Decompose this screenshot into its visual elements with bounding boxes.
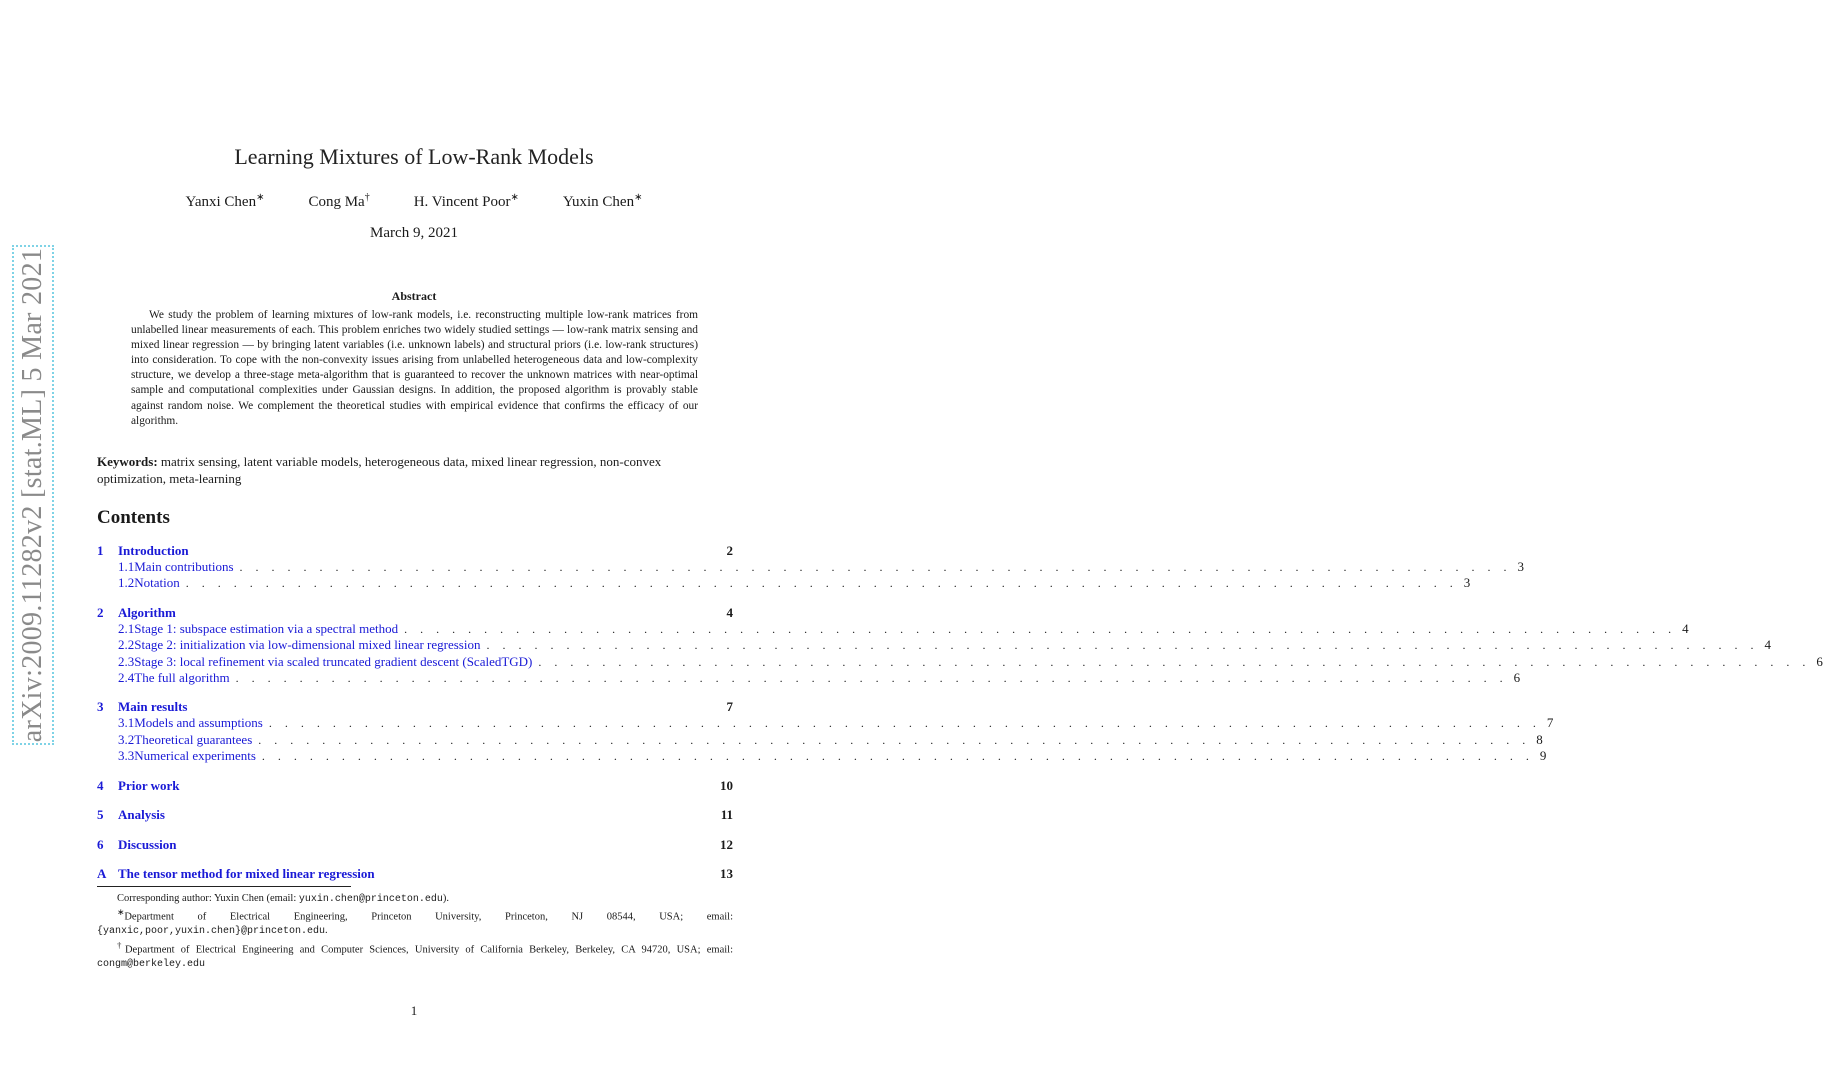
toc-subsection[interactable] (97, 715, 1554, 731)
toc-leader-dots: . . . . . . . . . . . . . . . . . . . . . . . . . . . . . . . . . . . . . . . . . . . . . . . . . . . . . . . . . . . . . . . . . . . . . . . . . . . . . . . . (185, 576, 1458, 590)
toc-page-number: 11 (720, 807, 733, 822)
toc-page-number: 8 (1536, 732, 1543, 747)
toc-page-number: 3 (1463, 575, 1471, 590)
email-link[interactable]: yuxin.chen@princeton.edu (298, 894, 443, 905)
footnote-rule (97, 886, 351, 887)
toc-page-number: 4 (1764, 637, 1771, 652)
toc-page-number: 3 (1517, 559, 1525, 574)
toc-number[interactable]: 2.3 (118, 654, 135, 669)
abstract-body: We study the problem of learning mixtures of low-rank models, i.e. reconstructing multiple low-rank matrices from unlabelled linear measurements of each. This problem enriches two widely studied settings — low-rank matrix sensing and mixed linear regression — by bringing latent variables (i.e. unknown labels) and structural priors (i.e. low-rank structures) into consideration. To cope with the non-convexity issues arising from unlabelled heterogeneous data and low-complexity structure, we develop a three-stage meta-algorithm that is guaranteed to recover the unknown matrices with near-optimal sample and computational complexities under Gaussian designs. In addition, the proposed algorithm is provably stable against random noise. We complement the theoretical studies with empirical evidence that confirms the efficacy of our algorithm. (131, 309, 698, 427)
toc-section[interactable] (97, 866, 733, 882)
toc-section[interactable] (97, 807, 733, 823)
toc-leader-dots: . . . . . . . . . . . . . . . . . . . . . . . . . . . . . . . . . . . . . . . . . . . . . . . . . . . . . . . . . . . . . . . . . . . . . . . . . . . . . . . . (261, 749, 1534, 763)
toc-number[interactable]: 2.2 (118, 637, 135, 652)
toc-link[interactable]: Numerical experiments (134, 748, 256, 763)
contents-heading: Contents (97, 507, 170, 528)
toc-number[interactable]: 5 (97, 807, 104, 822)
paper-title: Learning Mixtures of Low-Rank Models (234, 144, 594, 169)
toc-leader-dots: . . . . . . . . . . . . . . . . . . . . . . . . . . . . . . . . . . . . . . . . . . . . . . . . . . . . . . . . . . . . . . . . . . . . . . . . . . . . . . . . (538, 655, 1811, 669)
toc-section[interactable] (97, 543, 733, 559)
keywords (97, 453, 733, 487)
toc-number[interactable]: 3.3 (118, 748, 135, 763)
toc-leader-dots: . . . . . . . . . . . . . . . . . . . . . . . . . . . . . . . . . . . . . . . . . . . . . . . . . . . . . . . . . . . . . . . . . . . . . . . . . . . . . . . . (486, 638, 1759, 652)
toc-subsection[interactable] (97, 621, 1689, 637)
toc-leader-dots: . . . . . . . . . . . . . . . . . . . . . . . . . . . . . . . . . . . . . . . . . . . . . . . . . . . . . . . . . . . . . . . . . . . . . . . . . . . . . . . . (258, 733, 1531, 747)
toc-page-number: 12 (720, 837, 733, 852)
author: Cong Ma† (308, 192, 370, 210)
toc-page-number: 6 (1513, 670, 1521, 685)
toc-leader-dots: . . . . . . . . . . . . . . . . . . . . . . . . . . . . . . . . . . . . . . . . . . . . . . . . . . . . . . . . . . . . . . . . . . . . . . . . . . . . . . . . (404, 622, 1677, 636)
toc-link[interactable]: Prior work (118, 778, 180, 793)
toc-section[interactable] (97, 699, 733, 715)
toc-subsection[interactable] (97, 575, 1471, 591)
arxiv-stamp (12, 245, 54, 745)
toc-number[interactable]: 4 (97, 778, 104, 793)
toc-number[interactable]: 1.1 (118, 559, 135, 574)
toc-subsection[interactable] (97, 654, 1823, 670)
toc-number[interactable]: A (97, 866, 107, 881)
toc-link[interactable]: Stage 1: subspace estimation via a spectral method (134, 621, 399, 636)
toc-leader-dots: . . . . . . . . . . . . . . . . . . . . . . . . . . . . . . . . . . . . . . . . . . . . . . . . . . . . . . . . . . . . . . . . . . . . . . . . . . . . . . . . (235, 671, 1508, 685)
keywords-text: matrix sensing, latent variable models, heterogeneous data, mixed linear regression, non-convex optimization, meta-learning (97, 454, 662, 486)
toc-link[interactable]: Notation (134, 575, 180, 590)
toc-section[interactable] (97, 778, 733, 794)
toc-link[interactable]: The full algorithm (134, 670, 230, 685)
toc-link[interactable]: Main contributions (134, 559, 234, 574)
toc-link[interactable]: The tensor method for mixed linear regression (118, 866, 375, 881)
author: Yanxi Chen∗ (185, 192, 265, 210)
toc-link[interactable]: Main results (118, 699, 188, 714)
toc-link[interactable]: Introduction (118, 543, 189, 558)
footnotes (97, 892, 733, 971)
toc-link[interactable]: Analysis (118, 807, 165, 822)
toc-subsection[interactable] (97, 732, 1543, 748)
toc-leader-dots: . . . . . . . . . . . . . . . . . . . . . . . . . . . . . . . . . . . . . . . . . . . . . . . . . . . . . . . . . . . . . . . . . . . . . . . . . . . . . . . . (268, 716, 1541, 730)
toc-number[interactable]: 1 (97, 543, 104, 558)
toc-link[interactable]: Theoretical guarantees (134, 732, 253, 747)
author-list (0, 192, 828, 211)
toc-link[interactable]: Discussion (118, 837, 177, 852)
footnote-corresponding: Corresponding author: Yuxin Chen (email: yuxin.chen@princeton.edu). (117, 893, 450, 905)
abstract-heading: Abstract (391, 289, 437, 303)
toc-number[interactable]: 6 (97, 837, 104, 852)
toc-subsection[interactable] (97, 670, 1521, 686)
toc-number[interactable]: 3.2 (118, 732, 135, 747)
author: Yuxin Chen∗ (562, 192, 643, 210)
toc-page-number: 4 (1682, 621, 1689, 636)
toc-page-number: 7 (1546, 715, 1554, 730)
toc-subsection[interactable] (97, 748, 1547, 764)
footnote-2: †Department of Electrical Engineering and Computer Sciences, University of California Berkeley, Berkeley, CA 94720, USA; email: congm@berkeley.edu (97, 939, 733, 970)
toc-section[interactable] (97, 837, 733, 853)
toc-leader-dots: . . . . . . . . . . . . . . . . . . . . . . . . . . . . . . . . . . . . . . . . . . . . . . . . . . . . . . . . . . . . . . . . . . . . . . . . . . . . . . . . (239, 560, 1512, 574)
toc-link[interactable]: Algorithm (118, 605, 176, 620)
toc-number[interactable]: 2.1 (118, 621, 135, 636)
toc-page-number: 4 (726, 605, 733, 620)
arxiv-identifier: arXiv:2009.11282v2 [stat.ML] 5 Mar 2021 (17, 247, 48, 743)
footnote-1-email: {yanxic,poor,yuxin.chen}@princeton.edu. (97, 925, 328, 938)
toc-subsection[interactable] (97, 637, 1771, 653)
footnote-1: ∗Department of Electrical Engineering, Princeton University, Princeton, NJ 08544, USA; email: (117, 907, 733, 923)
toc-number[interactable]: 2.4 (118, 670, 135, 685)
toc-number[interactable]: 1.2 (118, 575, 135, 590)
publication-date: March 9, 2021 (370, 225, 458, 241)
keywords-label: Keywords: (97, 454, 158, 469)
toc-link[interactable]: Models and assumptions (134, 715, 263, 730)
toc-number[interactable]: 3 (97, 699, 104, 714)
toc-page-number: 6 (1816, 654, 1823, 669)
toc-section[interactable] (97, 605, 733, 621)
email-link[interactable]: {yanxic,poor,yuxin.chen}@princeton.edu (97, 926, 326, 938)
toc-page-number: 10 (720, 778, 733, 793)
toc-page-number: 13 (720, 866, 733, 881)
page-number: 1 (410, 1003, 418, 1018)
toc-number[interactable]: 2 (97, 605, 104, 620)
toc-page-number: 2 (726, 543, 733, 558)
toc-link[interactable]: Stage 3: local refinement via scaled truncated gradient descent (ScaledTGD) (134, 654, 533, 669)
toc-page-number: 9 (1539, 748, 1547, 763)
author: H. Vincent Poor∗ (413, 192, 519, 210)
toc-link[interactable]: Stage 2: initialization via low-dimensional mixed linear regression (134, 637, 481, 652)
toc-page-number: 7 (726, 699, 733, 714)
email-link[interactable]: congm@berkeley.edu (97, 958, 206, 970)
toc-number[interactable]: 3.1 (118, 715, 135, 730)
toc-subsection[interactable] (97, 559, 1525, 575)
